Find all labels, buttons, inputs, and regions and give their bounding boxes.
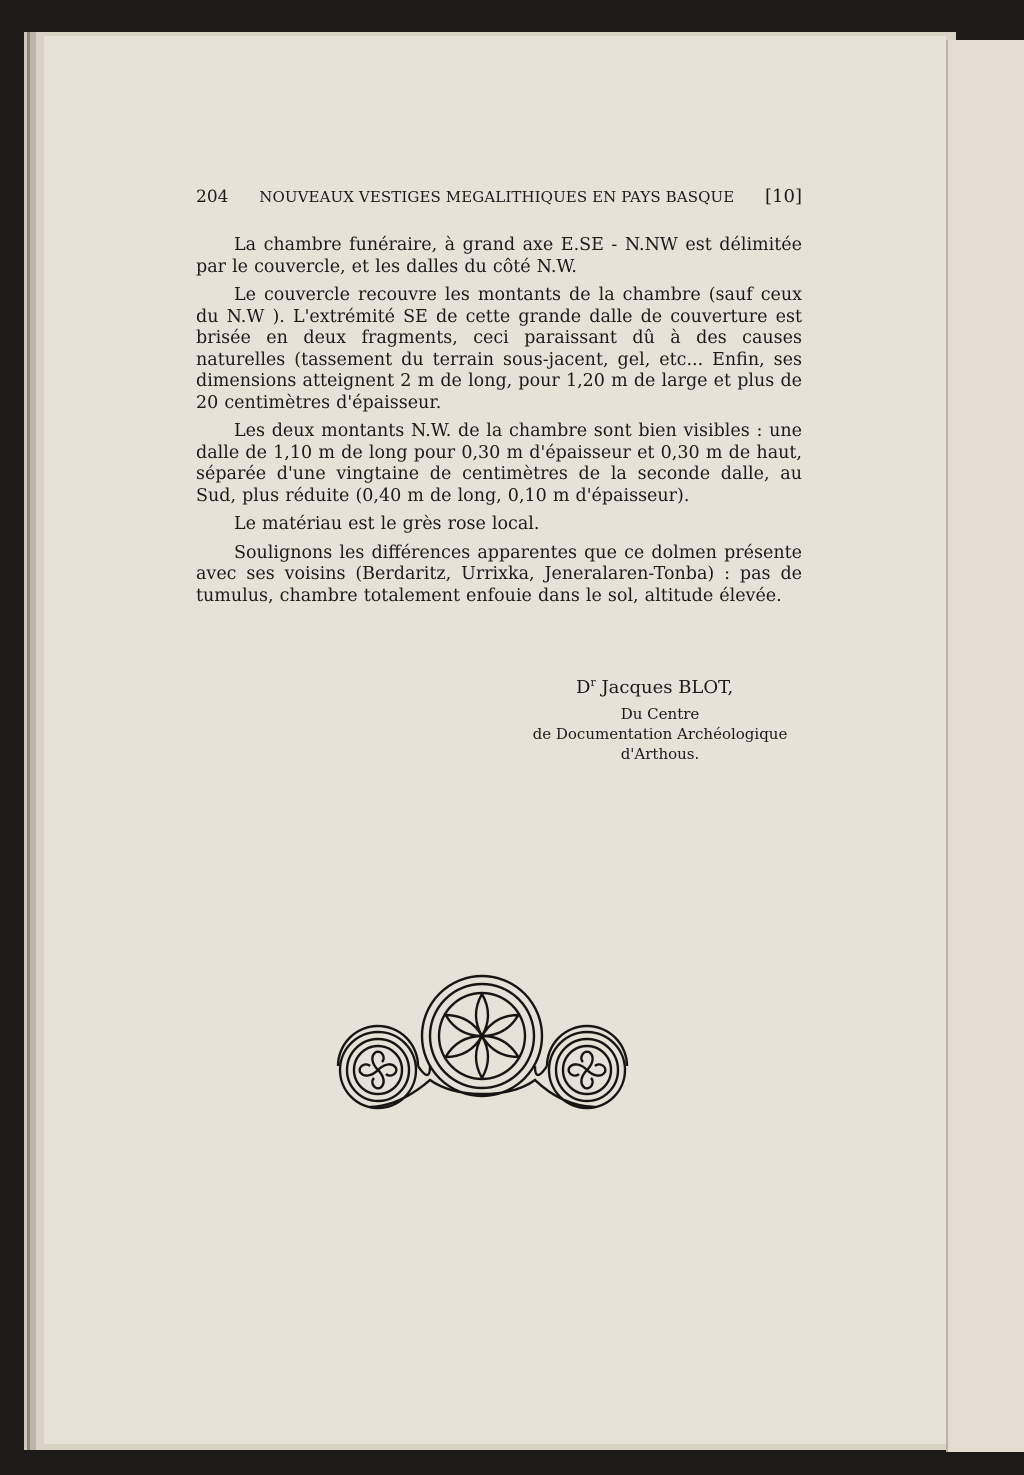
paragraph-1: La chambre funéraire, à grand axe E.SE - N.NW est délimitée par le couvercle, et les dalles du côté N.W. (196, 235, 802, 277)
paragraph-2: Le couvercle recouvre les montants de la chambre (sauf ceux du N.W ). L'extrémité SE de cette grande dalle de couverture est brisée en deux fragments, ceci paraissant dû à des causes naturelles (tassement du terrain sous-jacent, gel, etc... Enfin, ses dimensions atteignent 2 m de long, pour 1,20 m de large et plus de 20 centimètres d'épaisseur. (196, 285, 802, 413)
basque-ornament-icon (330, 974, 635, 1114)
author-fullname: Jacques BLOT, (601, 677, 734, 698)
paragraph-5: Soulignons les différences apparentes que ce dolmen présente avec ses voisins (Berdaritz, Urrixka, Jeneralaren-Tonba) : pas de tumulus, chambre totalement enfouie dans le sol, altitude élevée. (196, 542, 802, 606)
affiliation-line-1: Du Centre (620, 705, 700, 723)
affiliation-line-3: d'Arthous. (620, 745, 700, 763)
facing-page-edge (946, 40, 1024, 1452)
author-name (566, 676, 820, 698)
author-title-sup: r (590, 676, 596, 689)
running-head (196, 186, 802, 207)
section-number: [10] (765, 186, 802, 207)
text-block (196, 186, 802, 614)
author-title: D (576, 677, 591, 698)
page-number: 204 (196, 187, 229, 207)
paragraph-4: Le matériau est le grès rose local. (234, 514, 540, 534)
author-signature (500, 676, 820, 764)
running-title: NOUVEAUX VESTIGES MEGALITHIQUES EN PAYS BASQUE (259, 188, 735, 206)
paragraph-3: Les deux montants N.W. de la chambre sont bien visibles : une dalle de 1,10 m de long pour 0,30 m d'épaisseur et 0,30 m de haut, séparée d'une vingtaine de centimètres de la seconde dalle, au Sud, plus réduite (0,40 m de long, 0,10 m d'épaisseur). (196, 421, 802, 506)
affiliation-line-2: de Documentation Archéologique (532, 725, 788, 743)
